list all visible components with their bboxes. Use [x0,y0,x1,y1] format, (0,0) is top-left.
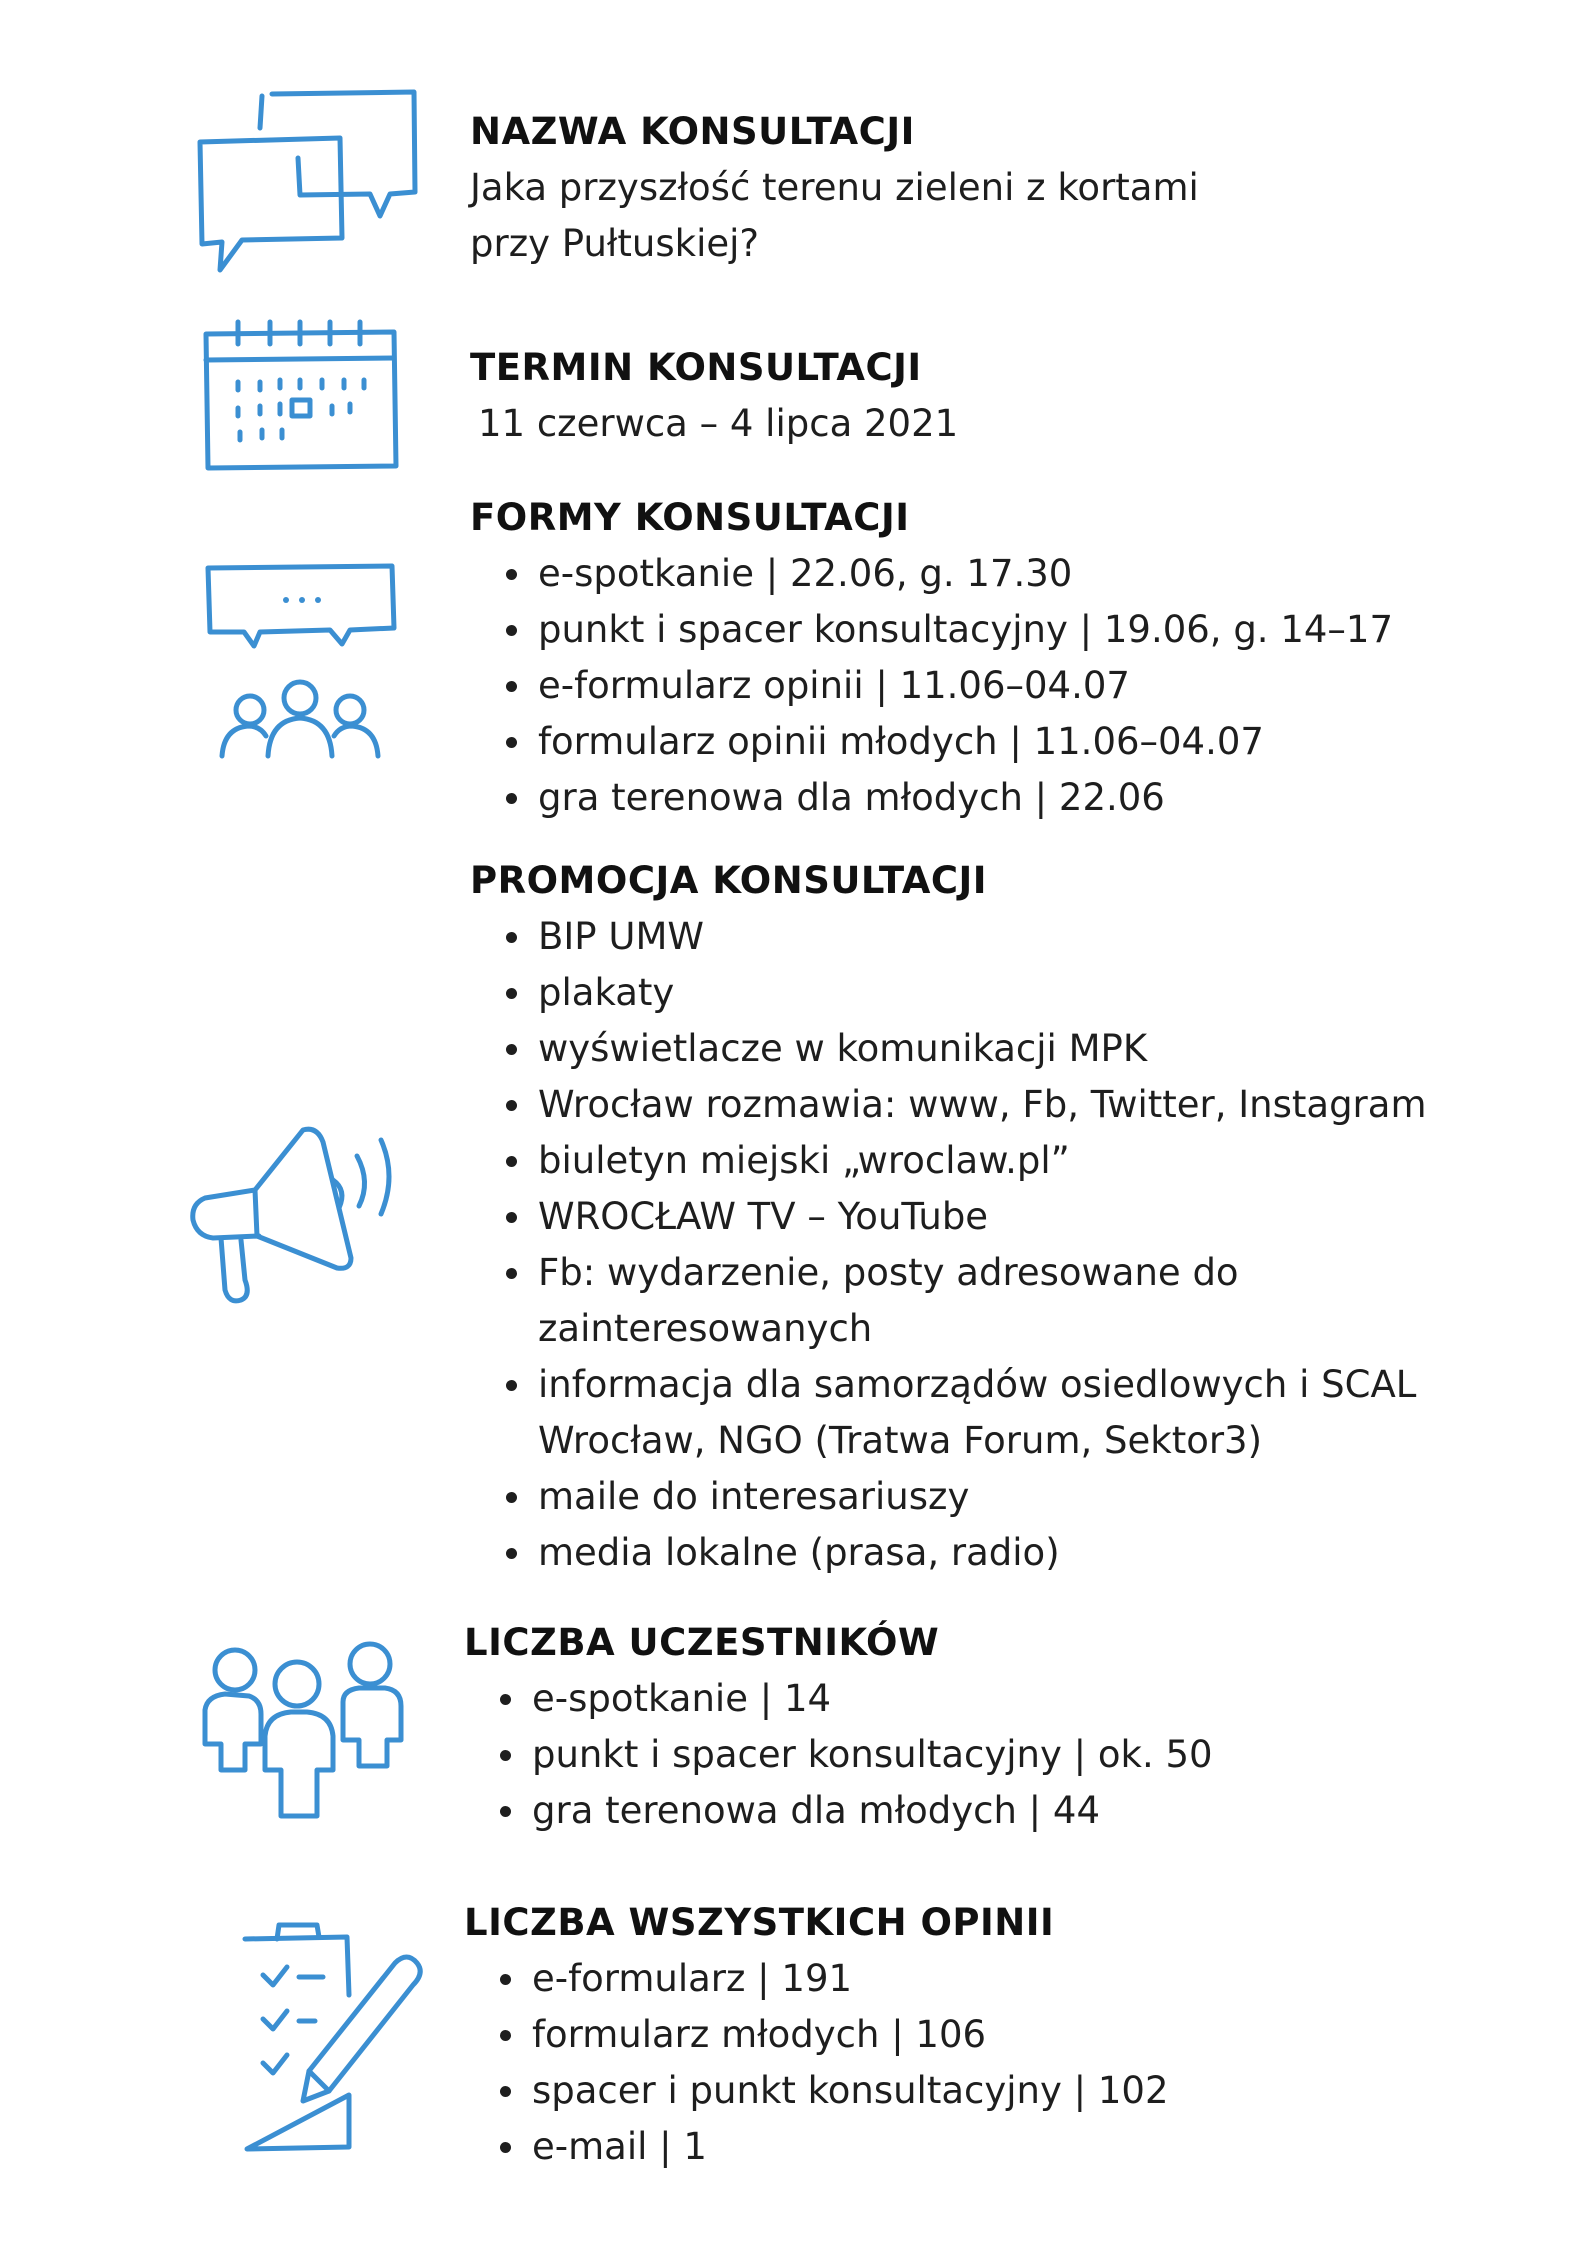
section-participants-heading: LICZBA UCZESTNIKÓW [464,1621,940,1664]
list-item: spacer i punkt konsultacyjny | 102 [464,2063,1544,2119]
section-opinions [464,1895,1544,2175]
list-item: e-spotkanie | 14 [464,1671,1544,1727]
consultation-term-dates: 11 czerwca – 4 lipca 2021 [478,402,959,445]
section-opinions-heading: LICZBA WSZYSTKICH OPINII [464,1901,1055,1944]
calendar-icon [200,316,400,476]
section-term-heading: TERMIN KONSULTACJI [470,346,922,389]
list-item: gra terenowa dla młodych | 44 [464,1783,1544,1839]
list-item: e-formularz opinii | 11.06–04.07 [470,658,1550,714]
list-item: biuletyn miejski „wroclaw.pl” [470,1133,1570,1189]
list-item: e-spotkanie | 22.06, g. 17.30 [470,546,1550,602]
list-item: punkt i spacer konsultacyjny | 19.06, g. 14–17 [470,602,1550,658]
meeting-audience-icon [200,560,400,770]
list-item: media lokalne (prasa, radio) [470,1525,1570,1581]
list-item: BIP UMW [470,909,1570,965]
list-item: plakaty [470,965,1570,1021]
opinions-list [464,1951,1544,2175]
forms-list [470,546,1550,826]
section-term [470,340,1520,452]
list-item: informacja dla samorządów osiedlowych i SCAL [470,1357,1570,1413]
megaphone-icon [185,1120,405,1320]
section-forms [470,490,1550,826]
section-name [470,104,1520,272]
list-item: Wrocław rozmawia: www, Fb, Twitter, Instagram [470,1077,1570,1133]
section-participants [464,1615,1544,1839]
list-item: Fb: wydarzenie, posty adresowane do [470,1245,1570,1301]
section-forms-heading: FORMY KONSULTACJI [470,496,910,539]
list-item: punkt i spacer konsultacyjny | ok. 50 [464,1727,1544,1783]
speech-bubbles-icon [190,88,420,288]
list-item: gra terenowa dla młodych | 22.06 [470,770,1550,826]
consultation-name-line2: przy Pułtuskiej? [470,222,760,265]
list-item: maile do interesariuszy [470,1469,1570,1525]
list-item: formularz młodych | 106 [464,2007,1544,2063]
list-item: e-formularz | 191 [464,1951,1544,2007]
section-promotion [470,853,1570,1581]
list-item: formularz opinii młodych | 11.06–04.07 [470,714,1550,770]
checklist-pencil-icon [225,1915,435,2155]
people-icon [195,1640,415,1830]
list-item-continuation: Wrocław, NGO (Tratwa Forum, Sektor3) [538,1419,1263,1462]
list-item: WROCŁAW TV – YouTube [470,1189,1570,1245]
list-item: e-mail | 1 [464,2119,1544,2175]
list-item: wyświetlacze w komunikacji MPK [470,1021,1570,1077]
list-item-continuation: zainteresowanych [538,1307,873,1350]
section-name-heading: NAZWA KONSULTACJI [470,110,915,153]
participants-list [464,1671,1544,1839]
promotion-list [470,909,1570,1581]
section-promotion-heading: PROMOCJA KONSULTACJI [470,859,988,902]
consultation-name-line1: Jaka przyszłość terenu zieleni z kortami [470,166,1199,209]
